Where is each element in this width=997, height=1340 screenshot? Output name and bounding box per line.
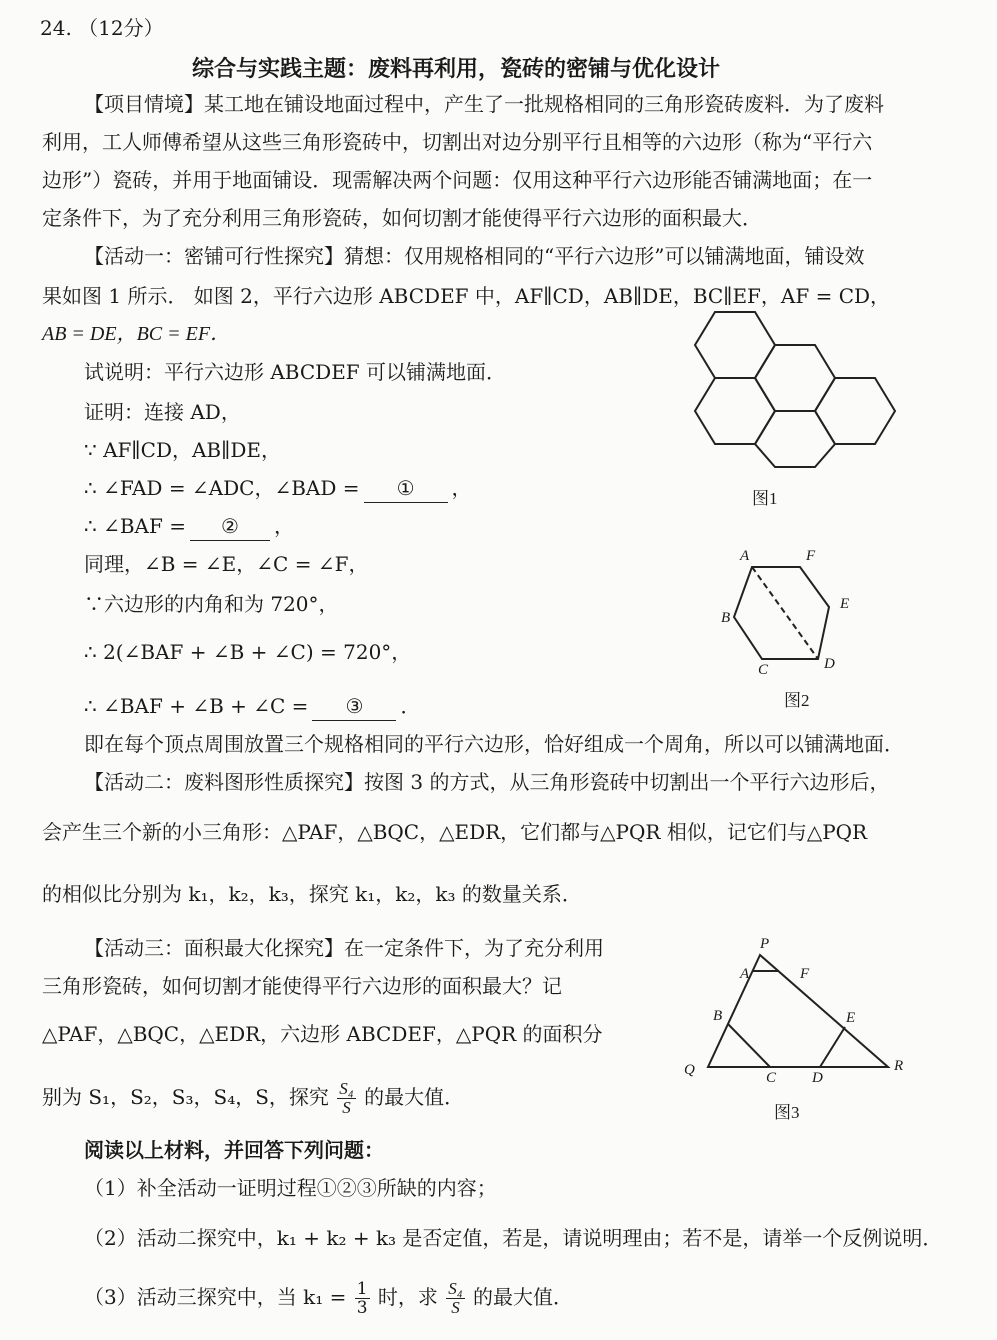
proof-claim: 试说明：平行六边形 ABCDEF 可以铺满地面． bbox=[84, 360, 507, 384]
proof-step-5: ∵六边形的内角和为 720°， bbox=[84, 592, 339, 616]
proof-step-7: ∴ ∠BAF + ∠B + ∠C = ③ ． bbox=[84, 692, 420, 721]
fig3-label-b: B bbox=[713, 1008, 723, 1024]
activity3-line-3: △PAF，△BQC，△EDR，六边形 ABCDEF，△PQR 的面积分 bbox=[42, 1022, 603, 1046]
segment-de bbox=[820, 1027, 845, 1067]
fig2-label-f: F bbox=[806, 548, 816, 564]
diagonal-ad bbox=[752, 567, 818, 659]
fig3-label-d: D bbox=[812, 1070, 823, 1086]
fig2-label-c: C bbox=[758, 662, 769, 678]
figure-2-caption: 图2 bbox=[784, 691, 810, 710]
segment-bc bbox=[728, 1024, 770, 1067]
proof-step-6: ∴ 2(∠BAF + ∠B + ∠C) = 720°， bbox=[84, 640, 412, 664]
fig2-label-d: D bbox=[824, 656, 835, 672]
fig2-label-b: B bbox=[721, 610, 731, 626]
hexagon-tile bbox=[695, 312, 775, 378]
figure-3-triangle-cut bbox=[690, 935, 910, 1080]
blank-3: ③ bbox=[312, 692, 396, 721]
figure-3-caption: 图3 bbox=[774, 1103, 800, 1122]
fig3-label-p: P bbox=[760, 936, 770, 952]
problem-number: 24. （12分） bbox=[40, 16, 164, 40]
hexagon-abcdef bbox=[734, 567, 829, 659]
fraction-s4-over-s-q3: $\frac{\text{S₄}}{S}$ bbox=[448, 1279, 463, 1317]
context-line-1: 【项目情境】某工地在铺设地面过程中，产生了一批规格相同的三角形瓷砖废料．为了废料 bbox=[84, 92, 884, 116]
fig3-label-a: A bbox=[740, 966, 750, 982]
proof-step-1: ∵ AF∥CD，AB∥DE， bbox=[84, 438, 281, 462]
context-line-2: 利用，工人师傅希望从这些三角形瓷砖中，切割出对边分别平行且相等的六边形（称为“平行六 bbox=[42, 130, 873, 154]
activity2-line-2: 会产生三个新的小三角形：△PAF，△BQC，△EDR，它们都与△PQR 相似，记它们与△PQR bbox=[42, 820, 868, 844]
activity1-line-2: 果如图 1 所示． 如图 2，平行六边形 ABCDEF 中，AF∥CD，AB∥DE，BC∥EF，AF = CD， bbox=[42, 284, 891, 308]
proof-step-3: ∴ ∠BAF = ② ， bbox=[84, 512, 294, 541]
questions-heading: 阅读以上材料，并回答下列问题： bbox=[84, 1138, 384, 1162]
fig3-label-q: Q bbox=[684, 1062, 695, 1078]
fig3-label-f: F bbox=[800, 966, 810, 982]
hexagon-tile bbox=[755, 411, 835, 467]
proof-start: 证明：连接 AD， bbox=[84, 400, 241, 424]
activity3-line-4: 别为 S₁，S₂，S₃，S₄，S，探究 $\frac{\text{S₄}}{S}$ 的最大值． bbox=[42, 1079, 465, 1117]
page-title: 综合与实践主题：废料再利用，瓷砖的密铺与优化设计 bbox=[192, 57, 721, 82]
figure-1-caption: 图1 bbox=[752, 489, 778, 508]
proof-step-2: ∴ ∠FAD = ∠ADC，∠BAD = ① ， bbox=[84, 474, 472, 503]
fig3-label-c: C bbox=[766, 1070, 777, 1086]
blank-1: ① bbox=[364, 474, 448, 503]
hexagon-tile bbox=[815, 378, 895, 444]
blank-2: ② bbox=[190, 512, 270, 541]
activity3-line-2: 三角形瓷砖，如何切割才能使得平行六边形的面积最大？记 bbox=[42, 974, 562, 998]
hexagon-tile bbox=[695, 378, 775, 444]
proof-step-4: 同理，∠B = ∠E，∠C = ∠F， bbox=[84, 552, 369, 576]
context-line-4: 定条件下，为了充分利用三角形瓷砖，如何切割才能使得平行六边形的面积最大． bbox=[42, 206, 762, 230]
proof-conclusion: 即在每个顶点周围放置三个规格相同的平行六边形，恰好组成一个周角，所以可以铺满地面． bbox=[84, 732, 904, 756]
activity3-line-1: 【活动三：面积最大化探究】在一定条件下，为了充分利用 bbox=[84, 936, 604, 960]
fraction-s4-over-s: $\frac{\text{S₄}}{S}$ bbox=[339, 1079, 354, 1117]
fraction-one-third: $\frac{1}{3}$ bbox=[356, 1279, 368, 1318]
activity1-line-3: AB = DE，BC = EF． bbox=[42, 323, 231, 345]
activity1-line-1: 【活动一：密铺可行性探究】猜想：仅用规格相同的“平行六边形”可以铺满地面，铺设效 bbox=[84, 244, 865, 268]
figure-1-hexagon-tiling bbox=[690, 300, 900, 475]
fig2-label-e: E bbox=[840, 596, 850, 612]
fig3-label-r: R bbox=[894, 1058, 904, 1074]
question-2: （2）活动二探究中，k₁ + k₂ + k₃ 是否定值，若是，请说明理由；若不是，请举一个反例说明． bbox=[84, 1226, 943, 1250]
triangle-pqr bbox=[708, 955, 888, 1067]
fig2-label-a: A bbox=[740, 548, 750, 564]
question-1: （1）补全活动一证明过程①②③所缺的内容； bbox=[84, 1176, 497, 1200]
context-line-3: 边形”）瓷砖，并用于地面铺设．现需解决两个问题：仅用这种平行六边形能否铺满地面；在一 bbox=[42, 168, 873, 192]
question-3: （3）活动三探究中，当 k₁ = $\frac{1}{3}$ 时，求 $\frac{\text{S₄}}{S}$ 的最大值． bbox=[84, 1279, 574, 1318]
activity2-line-3: 的相似比分别为 k₁，k₂，k₃，探究 k₁，k₂，k₃ 的数量关系． bbox=[42, 882, 582, 906]
hexagon-tile bbox=[755, 345, 835, 411]
activity2-line-1: 【活动二：废料图形性质探究】按图 3 的方式，从三角形瓷砖中切割出一个平行六边形后， bbox=[84, 770, 890, 794]
fig3-label-e: E bbox=[846, 1010, 856, 1026]
